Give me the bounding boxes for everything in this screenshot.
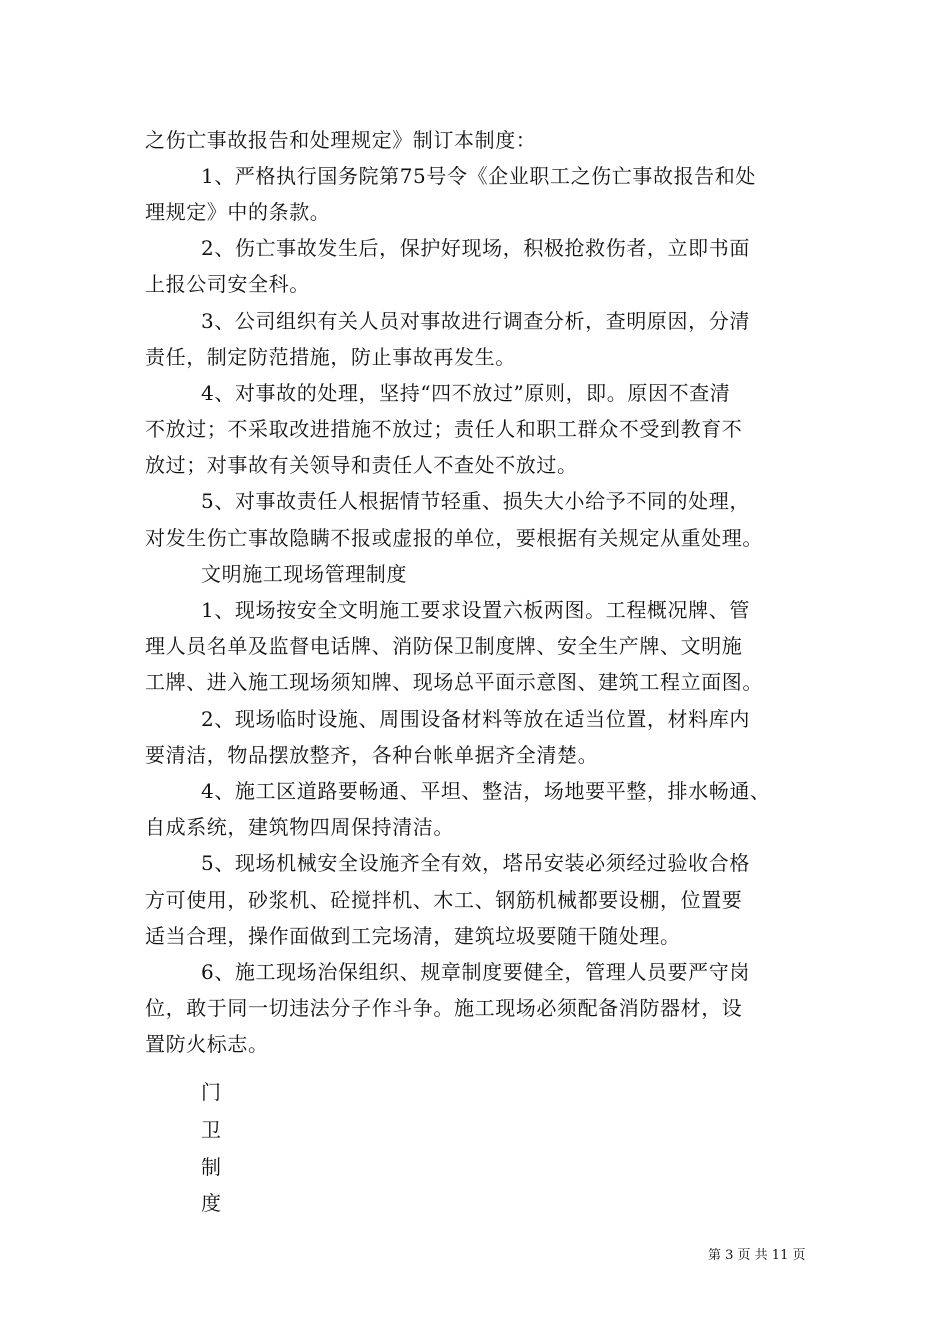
text-line: 上报公司安全科。 (145, 272, 310, 296)
page-number: 第 3 页 共 11 页 (708, 1248, 806, 1263)
text-line: 要清洁，物品摆放整齐，各种台帐单据齐全清楚。 (145, 743, 599, 767)
text-line: 责任，制定防范措施，防止事故再发生。 (145, 345, 516, 369)
text-line: 适当合理，操作面做到工完场清，建筑垃圾要随干随处理。 (145, 924, 681, 948)
text-line: 理规定》中的条款。 (145, 200, 331, 224)
text-line: 位，敢于同一切违法分子作斗争。施工现场必须配备消防器材，设 (145, 996, 743, 1020)
text-line: 5、现场机械安全设施齐全有效，塔吊安装必须经过验收合格 (201, 851, 750, 875)
text-line: 2、伤亡事故发生后，保护好现场，积极抢救伤者，立即书面 (201, 236, 750, 260)
text-line: 方可使用，砂浆机、砼搅拌机、木工、钢筋机械都要设棚，位置要 (145, 888, 743, 912)
section-heading: 文明施工现场管理制度 (201, 562, 407, 586)
text-line: 置防火标志。 (145, 1032, 269, 1056)
vertical-title-char: 制 (201, 1155, 221, 1179)
text-line: 对发生伤亡事故隐瞒不报或虚报的单位，要根据有关规定从重处理。 (145, 526, 763, 550)
text-line: 之伤亡事故报告和处理规定》制订本制度： (145, 128, 537, 152)
text-line: 放过；对事故有关领导和责任人不查处不放过。 (145, 453, 578, 477)
text-line: 工牌、进入施工现场须知牌、现场总平面示意图、建筑工程立面图。 (145, 670, 763, 694)
text-line: 1、现场按安全文明施工要求设置六板两图。工程概况牌、管 (201, 598, 750, 622)
text-line: 自成系统，建筑物四周保持清洁。 (145, 815, 454, 839)
text-line: 4、对事故的处理，坚持“四不放过”原则，即。原因不查清 (201, 381, 731, 405)
text-line: 2、现场临时设施、周围设备材料等放在适当位置，材料库内 (201, 707, 750, 731)
vertical-title-char: 门 (201, 1080, 221, 1104)
text-line: 3、公司组织有关人员对事故进行调查分析，查明原因，分清 (201, 309, 750, 333)
text-line: 不放过；不采取改进措施不放过；责任人和职工群众不受到教育不 (145, 417, 743, 441)
vertical-title-char: 卫 (201, 1118, 221, 1142)
text-line: 6、施工现场治保组织、规章制度要健全，管理人员要严守岗 (201, 960, 750, 984)
text-line: 1、严格执行国务院第75号令《企业职工之伤亡事故报告和处 (201, 164, 756, 188)
text-line: 理人员名单及监督电话牌、消防保卫制度牌、安全生产牌、文明施 (145, 634, 743, 658)
vertical-title-char: 度 (201, 1191, 221, 1215)
text-line: 4、施工区道路要畅通、平坦、整洁，场地要平整，排水畅通、 (201, 779, 771, 803)
text-line: 5、对事故责任人根据情节轻重、损失大小给予不同的处理， (201, 489, 750, 513)
